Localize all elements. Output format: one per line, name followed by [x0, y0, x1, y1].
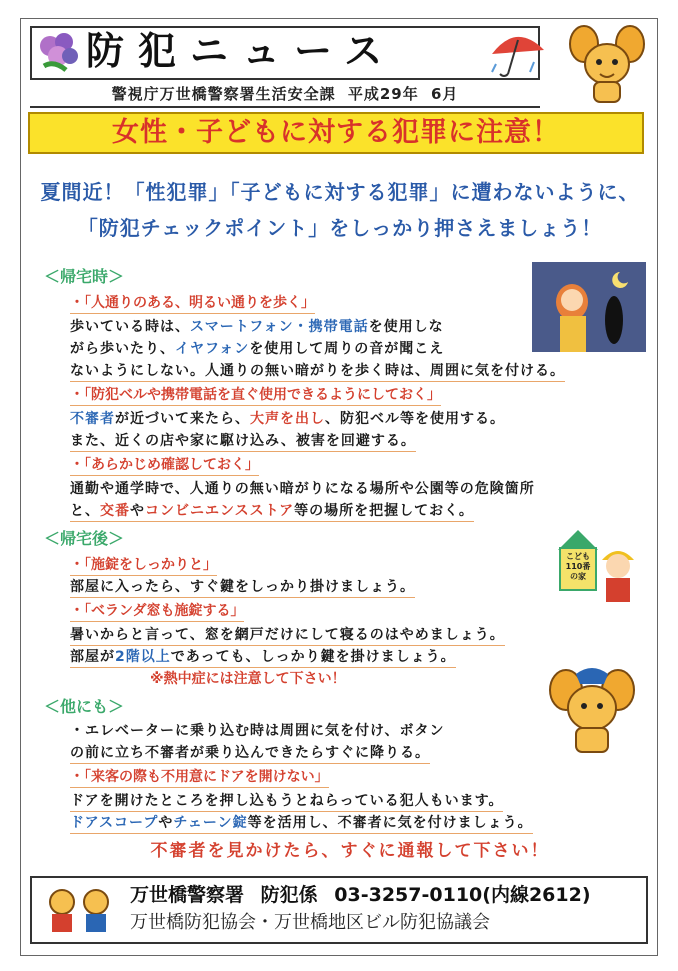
footer-section: 防犯係 [260, 884, 318, 906]
text-line: 歩いている時は、スマートフォン・携帯電話を使用しな [70, 319, 444, 335]
intro-line-1: 夏間近！「性犯罪」「子どもに対する犯罪」に遭わないように、 [40, 180, 640, 204]
point-alarm-ready: ・「防犯ベルや携帯電話を直ぐ使用できるようにしておく」 [70, 384, 441, 406]
hydrangea-icon [36, 30, 82, 76]
heatstroke-note: ※熱中症には注意して下さい！ [150, 671, 346, 687]
text-line: ドアを開けたところを押し込もうとねらっている犯人もいます。 [70, 790, 503, 812]
point-check-beforehand: ・「あらかじめ確認しておく」 [70, 454, 259, 476]
section-heading-hoka: ＜他にも＞ [44, 697, 125, 716]
footer-contact [130, 880, 601, 907]
section-heading-kitaku-go: ＜帰宅後＞ [44, 529, 125, 548]
text-line: また、近くの店や家に駆け込み、被害を回避する。 [70, 430, 416, 452]
sign-text: こども 110番 の家 [565, 552, 591, 581]
point-lit-street: ・「人通りのある、明るい通りを歩く」 [70, 292, 315, 314]
text-line: 部屋に入ったら、すぐ鍵をしっかり掛けましょう。 [70, 576, 415, 598]
intro-line-2: 「防犯チェックポイント」をしっかり押さえましょう！ [77, 216, 603, 240]
text-line: 部屋が2階以上であっても、しっかり鍵を掛けましょう。 [70, 646, 456, 668]
umbrella-icon [486, 28, 548, 80]
mascots-footer-icon [40, 882, 120, 938]
footer-phone: 03-3257-0110(内線2612) [334, 884, 591, 906]
section-heading-kitaku-ji: ＜帰宅時＞ [44, 267, 125, 286]
point-veranda-lock: ・「ベランダ窓も施錠する」 [70, 600, 244, 622]
text-line: と、交番やコンビニエンスストア等の場所を把握しておく。 [70, 500, 474, 522]
text-line: 不審者が近づいて来たら、大声を出し、防犯ベル等を使用する。 [70, 411, 505, 427]
footer-station: 万世橋警察署 [130, 884, 245, 906]
night-street-woman-illustration [532, 262, 646, 352]
text-line: 暑いからと言って、窓を網戸だけにして寝るのはやめましょう。 [70, 624, 505, 646]
newsletter-title: 防犯ニュース [86, 29, 397, 73]
point-door: ・「来客の際も不用意にドアを開けない」 [70, 766, 329, 788]
text-line: の前に立ち不審者が乗り込んできたらすぐに降りる。 [70, 742, 430, 764]
headline-banner: 女性・子どもに対する犯罪に注意！ [28, 112, 644, 154]
text-line: ドアスコープやチェーン錠等を活用し、不審者に気を付けましょう。 [70, 812, 533, 834]
issue-year: 平成29年 [347, 85, 419, 103]
child-with-cap-illustration [596, 540, 640, 606]
footer-associations: 万世橋防犯協会・万世橋地区ビル防犯協議会 [130, 912, 490, 933]
text-line: ・エレベーターに乗り込む時は周囲に気を付け、ボタン [70, 723, 445, 739]
text-line: がら歩いたり、イヤフォンを使用して周りの音が聞こえ [70, 341, 445, 357]
issue-month: 6月 [430, 85, 459, 103]
pipo-mascot-icon [566, 24, 648, 108]
issuer-line [30, 82, 540, 108]
issuer-name: 警視庁万世橋警察署生活安全課 [111, 85, 336, 103]
report-warning: 不審者を見かけたら、すぐに通報して下さい！ [150, 841, 550, 861]
text-line: ないようにしない。人通りの無い暗がりを歩く時は、周囲に気を付ける。 [70, 360, 565, 382]
point-lock: ・「施錠をしっかりと」 [70, 554, 217, 576]
pipo-mascot-thinking-icon [546, 660, 638, 758]
text-line: 通勤や通学時で、人通りの無い暗がりになる場所や公園等の危険箇所 [70, 481, 535, 497]
